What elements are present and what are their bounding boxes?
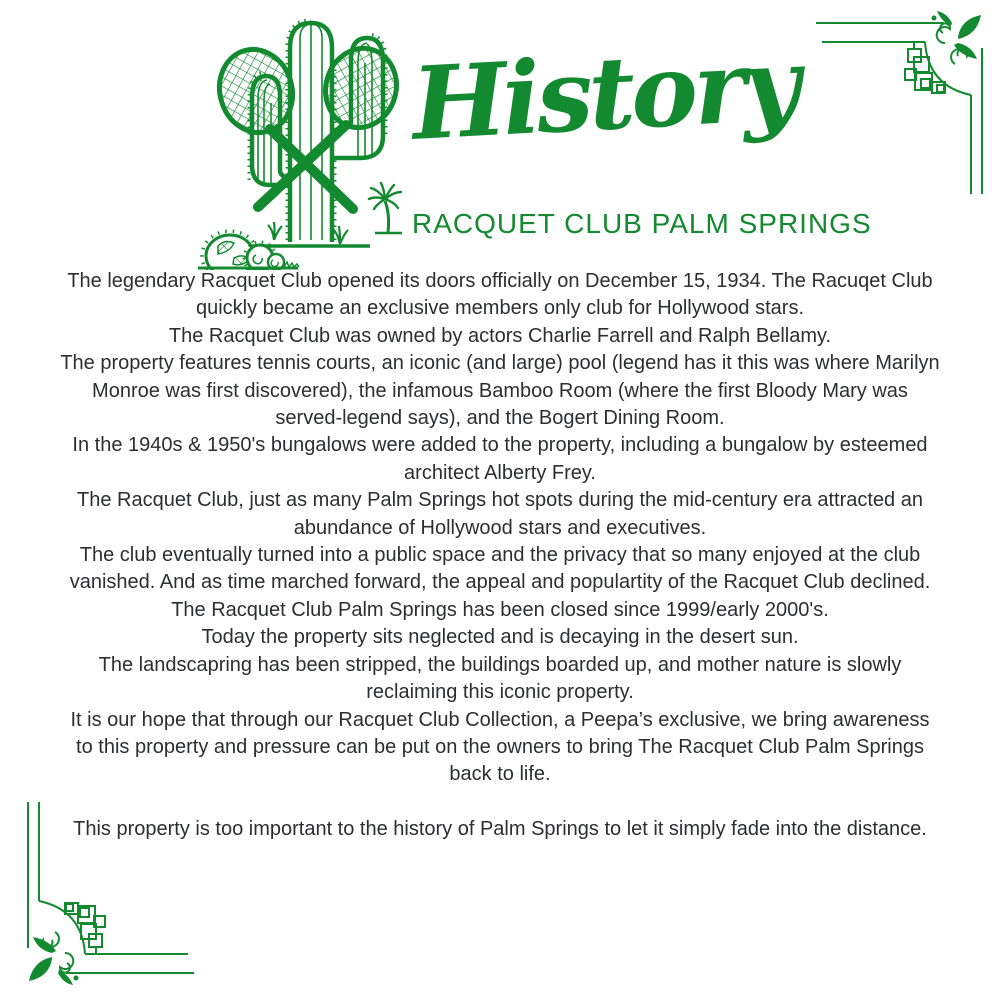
- body-paragraph: The legendary Racquet Club opened its doors officially on December 15, 1934. The Racuqet Club quickly became an exclusive members only club for Hollywood stars.: [67, 270, 933, 320]
- body-paragraph: The Racquet Club Palm Springs has been closed since 1999/early 2000's.: [171, 598, 829, 621]
- body-paragraph: This property is too important to the history of Palm Springs to let it simply fade into the distance.: [73, 818, 927, 841]
- body-paragraph: [60, 789, 940, 816]
- cactus-tennis-rackets-icon: [190, 8, 410, 270]
- body-paragraph: Today the property sits neglected and is decaying in the desert sun.: [201, 626, 799, 649]
- body-paragraph: In the 1940s & 1950's bungalows were added to the property, including a bungalow by esteemed architect Alberty Frey.: [72, 434, 928, 484]
- corner-ornament-top-right-icon: [808, 8, 998, 198]
- body-text: [60, 268, 940, 844]
- body-paragraph: The landscapring has been stripped, the buildings boarded up, and mother nature is slowly reclaiming this iconic property.: [98, 653, 902, 704]
- palm-tree-icon: [369, 183, 402, 233]
- body-paragraph: The Racquet Club, just as many Palm Springs hot spots during the mid-century era attracted an abundance of Hollywood stars and executives.: [77, 489, 923, 539]
- page-title: History: [409, 24, 800, 163]
- body-paragraph: The Racquet Club was owned by actors Charlie Farrell and Ralph Bellamy.: [168, 324, 832, 347]
- body-paragraph: The property features tennis courts, an iconic (and large) pool (legend has it this was where Marilyn Monroe was first discovered), the infamous Bamboo Room (where the first Bloody Mary was served-legend says), and the Bogert Dining Room.: [60, 352, 940, 430]
- page-subtitle: RACQUET CLUB PALM SPRINGS: [412, 208, 872, 239]
- body-paragraph: It is our hope that through our Racquet Club Collection, a Peepa’s exclusive, we bring awareness to this property and pressure can be put on the owners to bring The Racquet Club Palm Springs back to life.: [70, 708, 930, 786]
- body-paragraph: The club eventually turned into a public space and the privacy that so many enjoyed at the club vanished. And as time marched forward, the appeal and populartity of the Racquet Club declined.: [69, 544, 931, 594]
